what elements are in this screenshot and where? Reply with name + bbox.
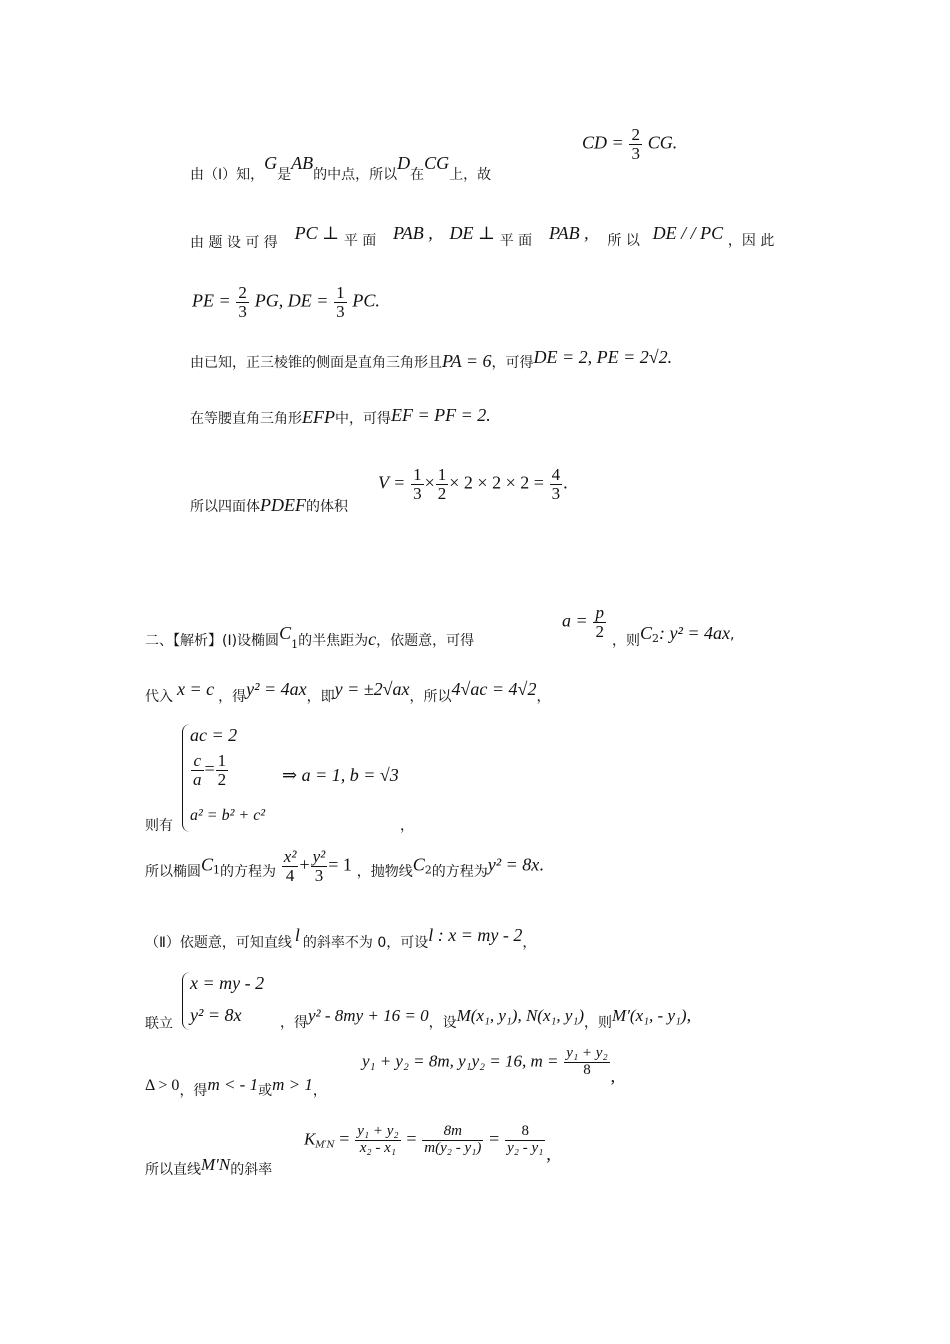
part-ii-line: （Ⅱ）依题意，可知直线 l 的斜率不为 0，可设l : x = my - 2， xyxy=(145,925,537,951)
slope-eq: $K_{M'N}$ = $\frac{\text{y₁ + y₂}}{\text{x₂ - x₁}}$ = $\frac{8m}{\text{m(y₂ - y₁)}}$ = $\frac{8}{\text{y₂ - y₁}}$ , xyxy=(304,1123,551,1165)
joint-row-1: x = my - 2 xyxy=(190,973,265,993)
joint-line: ，得y² - 8my + 16 = 0，设M(x₁, y₁), N(x₁, y₁)，则M′(x₁, - y₁), xyxy=(280,1005,692,1031)
system-comma: ， xyxy=(400,818,414,834)
system-label: 则有 xyxy=(145,818,173,834)
line-3: PE = $\frac{2}{3}$ PG, DE = $\frac{1}{3}$ PC. xyxy=(192,283,380,321)
p2-heading: 二、【解析】(Ⅰ)设椭圆$C_1$的半焦距为c，依题意，可得 xyxy=(145,623,475,651)
line-6: 所以四面体PDEF的体积 xyxy=(190,495,348,515)
line-4: 由已知，正三棱锥的侧面是直角三角形且PA = 6，可得DE = 2, PE = 2√2. xyxy=(190,347,673,371)
subst-line: 代入 x = c ，得y² = 4ax，即y = ±2√ax，所以4√ac = 4√2， xyxy=(145,679,551,705)
cd-eq: CD = $\frac{2}{3}$ CG. xyxy=(582,125,678,163)
joint-label: 联立 xyxy=(145,1016,173,1032)
line-2: 由 题 设 可 得 PC ⊥ 平 面 PAB , DE ⊥ 平 面 PAB , 所 以 DE / / PC ，因 此 xyxy=(190,223,775,251)
slope-line: 所以直线M′N的斜率 xyxy=(145,1155,273,1178)
fraction: $\frac{2}{3}$ xyxy=(631,125,640,163)
volume-eq: V = $\frac{1}{3}$ × $\frac{1}{2}$ × 2 × 2 × 2 = $\frac{4}{3}$ . xyxy=(378,465,568,503)
vieta-eq: y₁ + y₂ = 8m, y₁y₂ = 16, m = $\frac{\text{y₁ + y₂}}{8}$ , xyxy=(362,1045,616,1087)
system-row-3: a² = b² + c² xyxy=(190,807,266,824)
line-1: 由（Ⅰ）知，G是AB的中点，所以D在CG上，故 xyxy=(190,153,492,183)
a-eq: a = $\frac{p}{2}$ xyxy=(562,603,604,641)
c2-eq: ，则$C_2$: y² = 4ax, xyxy=(612,623,735,649)
system-row-1: ac = 2 xyxy=(190,725,238,745)
line-5: 在等腰直角三角形EFP中，可得EF = PF = 2. xyxy=(190,405,491,427)
ellipse-line: 所以椭圆$C_1$的方程为 $\frac{\text{x²}}{4}$ + $\frac{\text{y²}}{3}$ = 1 ，抛物线$C_2$的方程为y² = 8x. xyxy=(145,847,544,885)
system-row-2: $\frac{c}{a}$ = $\frac{1}{2}$ xyxy=(193,751,227,789)
delta-line: Δ > 0，得m < - 1或m > 1， xyxy=(145,1075,327,1099)
joint-row-2: y² = 8x xyxy=(190,1005,242,1025)
system-implies: ⇒ a = 1, b = √3 xyxy=(282,765,399,785)
